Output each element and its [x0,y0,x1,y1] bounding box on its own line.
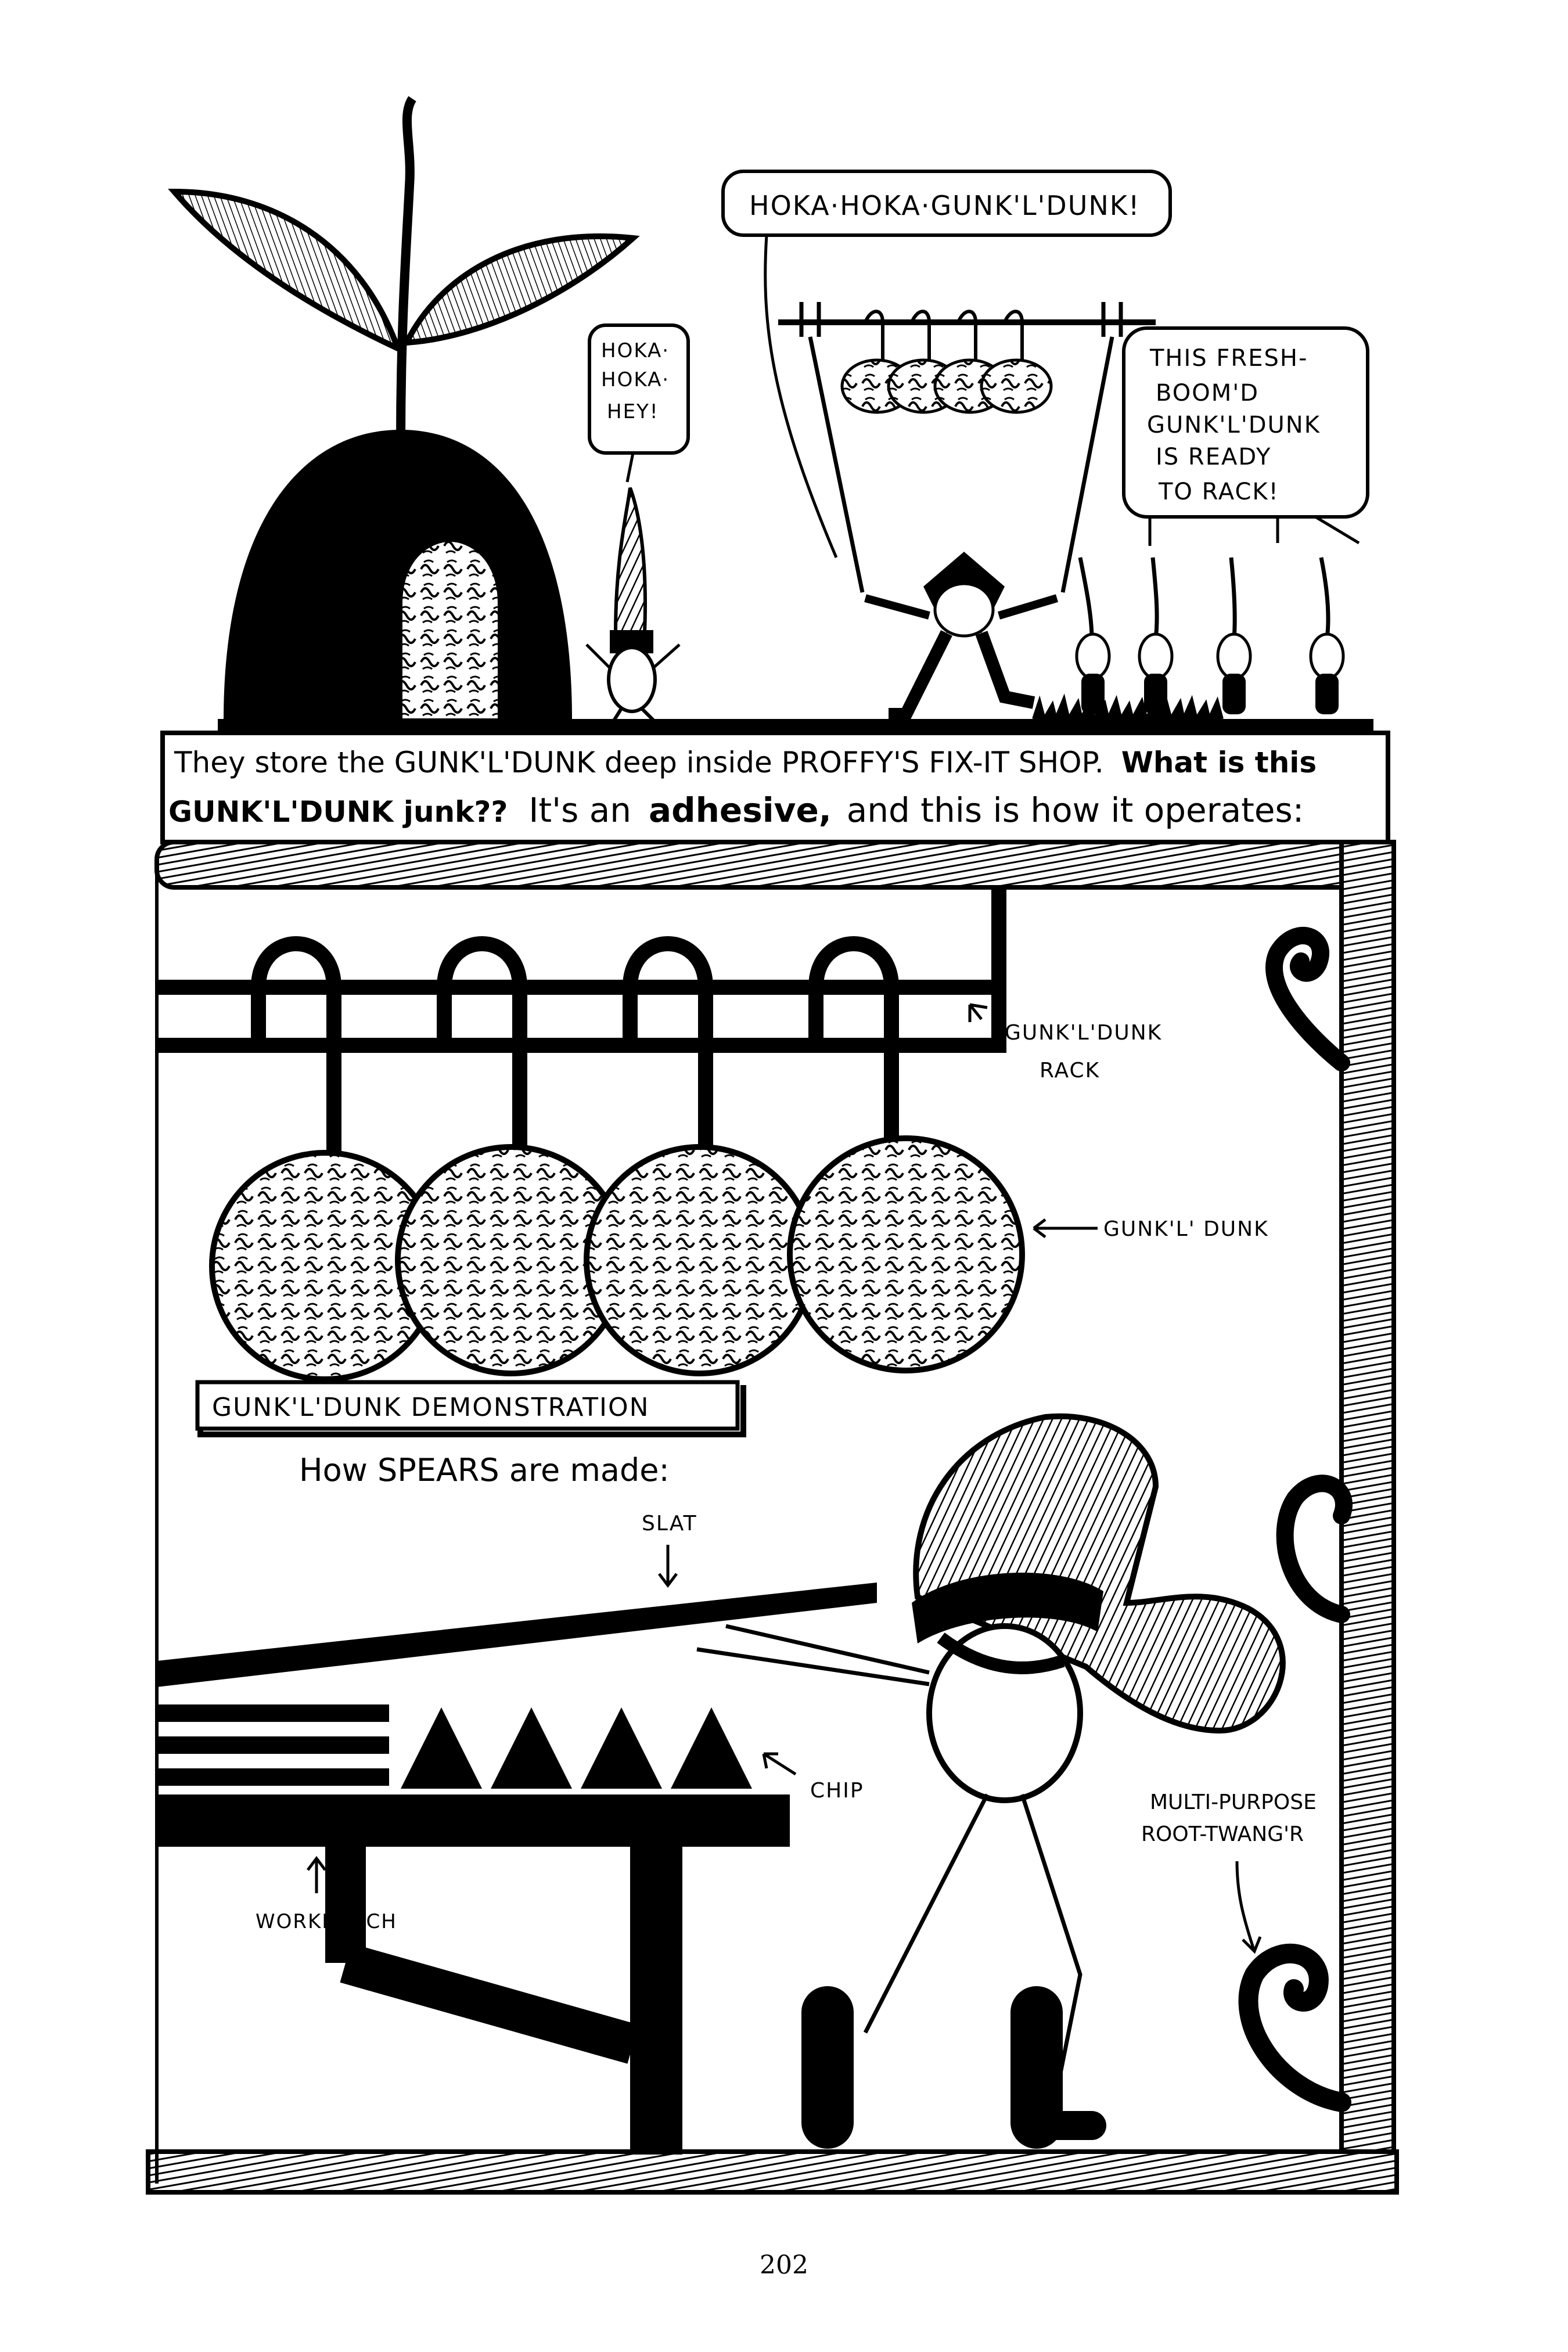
label-slat-text: SLAT [642,1512,697,1535]
caption-line1-bold: What is this [1121,746,1317,779]
gunk-balls [212,1138,1022,1379]
dancing-gnome [587,488,679,732]
speech-balloon-rack [1124,328,1368,546]
rack-line-4: IS READY [1156,444,1272,470]
demo-title-box [197,1382,743,1434]
caption-line2-bold: GUNK'L'DUNK junk?? [168,795,508,829]
rack-line-5: TO RACK! [1159,479,1279,505]
rack-line-2: BOOM'D [1156,380,1260,407]
demo-panel [148,842,1397,2192]
caption-line2-bold-b: adhesive, [648,790,832,830]
drying-rack [778,302,1156,592]
speech-balloon-chant [723,171,1170,558]
label-slat [642,1512,697,1585]
hey-line-1: HOKA· [601,339,670,362]
label-rack-line-1: GUNK'L'DUNK [1005,1021,1163,1045]
caption-line-1 [174,746,1317,779]
rack-line-1: THIS FRESH- [1150,345,1308,372]
label-workbench-text: WORKBENCH [256,1910,397,1933]
caption-box [163,733,1388,842]
label-root-twangr-line-1: MULTI-PURPOSE [1150,1790,1317,1814]
caption-line2-plain-c: and this is how it operates: [846,790,1304,830]
page-number: 202 [760,2250,808,2280]
label-rack-line-2: RACK [1040,1059,1101,1083]
label-gunk [1034,1217,1269,1241]
speech-balloon-hey [589,325,688,482]
demo-title-text: GUNK'L'DUNK DEMONSTRATION [212,1393,650,1422]
swinging-character [865,552,1057,714]
caption-line-2 [168,790,1304,830]
label-root-twangr-line-2: ROOT-TWANG'R [1141,1822,1304,1846]
label-gunk-text: GUNK'L' DUNK [1103,1217,1269,1241]
workbench [157,1704,790,2155]
top-panel [174,99,1373,732]
label-chip-text: CHIP [810,1779,864,1803]
top-ground [218,719,1373,732]
gunk-hut [224,430,572,720]
caption-line1-plain: They store the GUNK'L'DUNK deep inside PROFFY'S FIX-IT SHOP. [174,746,1104,779]
chant-text: HOKA·HOKA·GUNK'L'DUNK! [749,190,1141,221]
sprout-plant [174,99,633,441]
hey-line-2: HOKA· [601,368,670,391]
floor-beam [148,2152,1397,2192]
spear-maker-character [697,1416,1283,2149]
label-root-twangr [1141,1790,1317,1951]
gunk-rack-pipes [157,889,999,1161]
hey-line-3: HEY! [607,400,659,423]
hanging-critters [1077,558,1343,714]
demo-subtitle: How SPEARS are made: [299,1452,670,1488]
root-twangr-spirals [1249,936,1344,2102]
ceiling-beam [157,842,1359,887]
rack-line-3: GUNK'L'DUNK [1147,412,1321,438]
caption-line2-plain-a: It's an [528,790,632,830]
